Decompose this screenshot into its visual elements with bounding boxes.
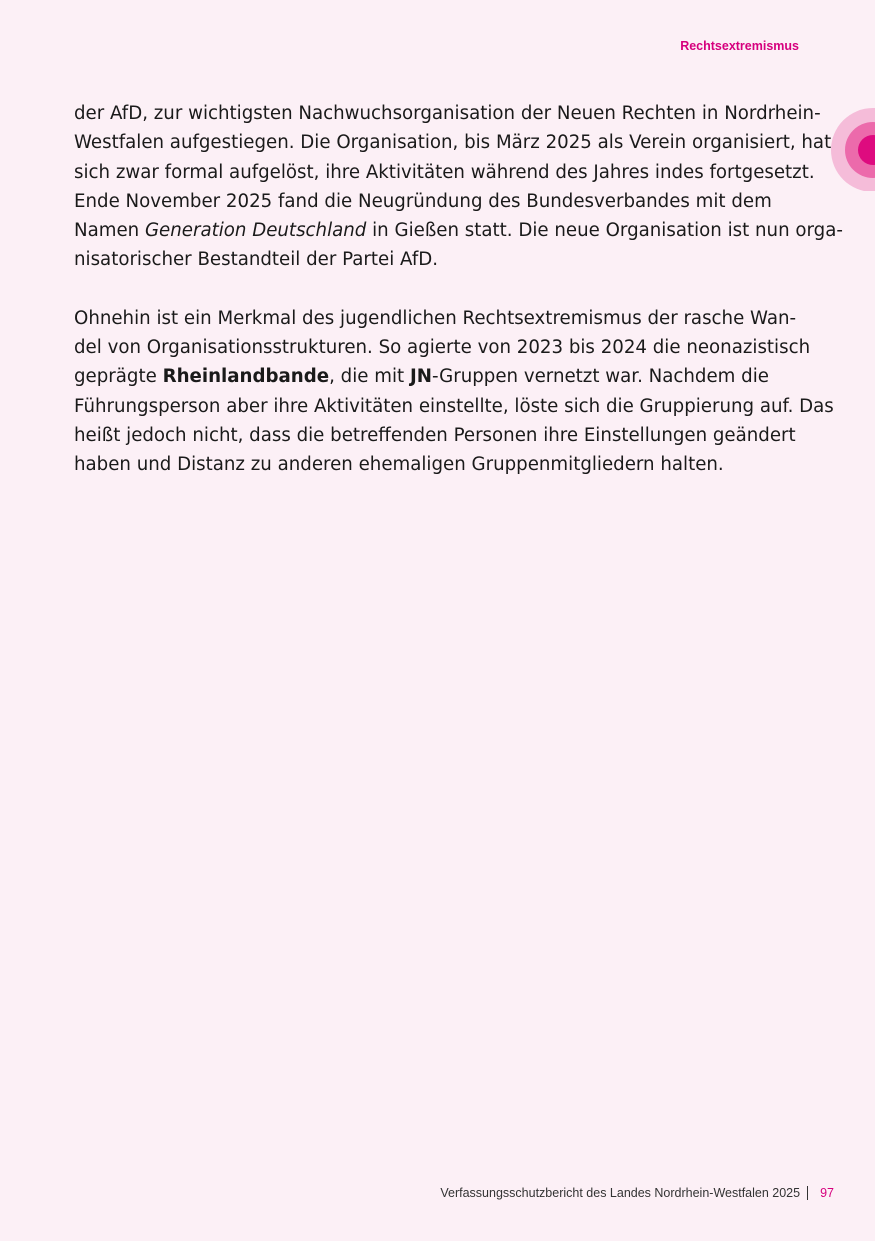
text-run: geprägte: [74, 366, 163, 388]
group-name-bold: Rheinlandbande: [162, 366, 330, 388]
text-line: [74, 216, 843, 245]
publication-title: Verfassungsschutzbericht des Landes Nordrhein-Westfalen 2025: [440, 1186, 801, 1200]
text-line: [74, 362, 804, 391]
text-line: Ende November 2025 fand die Neugründung des Bundesverbandes mit dem: [74, 190, 772, 212]
text-line: del von Organisationsstrukturen. So agierte von 2023 bis 2024 die neonazistisch: [74, 337, 811, 359]
text-run: , die mit: [329, 366, 410, 388]
text-line: nisatorischer Bestandteil der Partei AfD.: [74, 249, 439, 271]
text-line: haben und Distanz zu anderen ehemaligen Gruppenmitgliedern halten.: [74, 454, 724, 476]
text-line: Führungsperson aber ihre Aktivitäten einstellte, löste sich die Gruppierung auf. Das: [74, 395, 834, 417]
paragraph-1: [74, 99, 843, 275]
section-title: Rechtsextremismus: [680, 39, 799, 53]
text-line: sich zwar formal aufgelöst, ihre Aktivitäten während des Jahres indes fortgesetzt.: [74, 161, 815, 183]
text-run: in Gießen statt. Die neue Organisation ist nun orga-: [366, 220, 843, 242]
text-run: Namen: [74, 220, 145, 242]
organisation-name-italic: Generation Deutschland: [144, 220, 367, 242]
page-footer: [440, 1186, 834, 1200]
text-line: der AfD, zur wichtigsten Nachwuchsorganisation der Neuen Rechten in Nordrhein-: [74, 103, 821, 124]
text-line: heißt jedoch nicht, dass die betreffenden Personen ihre Einstellungen geändert: [74, 424, 796, 446]
text-line: Ohnehin ist ein Merkmal des jugendlichen Rechtsextremismus der rasche Wan-: [74, 307, 797, 329]
text-line: Westfalen aufgestiegen. Die Organisation, bis März 2025 als Verein organisiert, hat: [74, 132, 832, 154]
footer-separator: [807, 1186, 808, 1200]
body-text: [74, 99, 843, 509]
page-number: 97: [820, 1186, 834, 1200]
paragraph-2: [74, 304, 834, 480]
text-run: -Gruppen vernetzt war. Nachdem die: [431, 366, 769, 388]
section-tab-marker: [831, 108, 875, 191]
group-abbrev-bold: JN: [409, 366, 432, 388]
